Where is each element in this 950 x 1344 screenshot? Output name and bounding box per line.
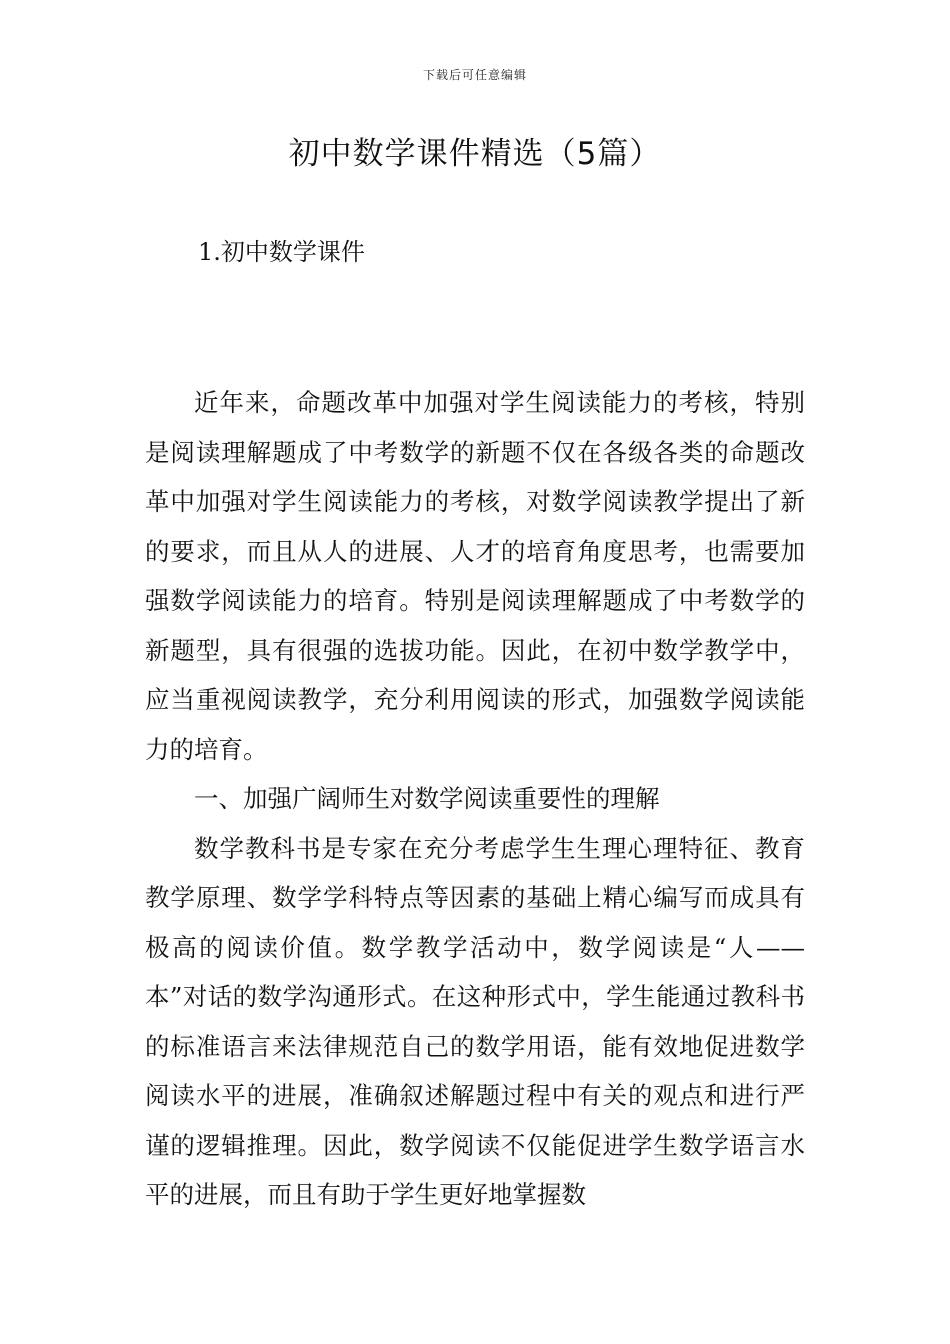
paragraph-textbook: 数学教科书是专家在充分考虑学生生理心理特征、教育教学原理、数学学科特点等因素的基础上精心编写而成具有极高的阅读价值。数学教学活动中，数学阅读是“人——本”对话的数学沟通形式。在这种形式中，学生能通过教科书的标准语言来法律规范自己的数学用语，能有效地促进数学阅读水平的进展，准确叙述解题过程中有关的观点和进行严谨的逻辑推理。因此，数学阅读不仅能促进学生数学语言水平的进展，而且有助于学生更好地掌握数 xyxy=(145,833,805,1209)
header-note: 下载后可任意编辑 xyxy=(422,68,527,82)
document-title: 初中数学课件精选（5篇） xyxy=(288,136,662,172)
section-heading: 1.初中数学课件 xyxy=(198,238,365,266)
subheading-one: 一、加强广阔师生对数学阅读重要性的理解 xyxy=(194,784,660,813)
body-text xyxy=(145,378,805,1220)
paragraph-intro: 近年来，命题改革中加强对学生阅读能力的考核，特别是阅读理解题成了中考数学的新题不仅在各级各类的命题改革中加强对学生阅读能力的考核，对数学阅读教学提出了新的要求，而且从人的进展、人才的培育角度思考，也需要加强数学阅读能力的培育。特别是阅读理解题成了中考数学的新题型，具有很强的选拔功能。因此，在初中数学教学中，应当重视阅读教学，充分利用阅读的形式，加强数学阅读能力的培育。 xyxy=(145,388,805,764)
